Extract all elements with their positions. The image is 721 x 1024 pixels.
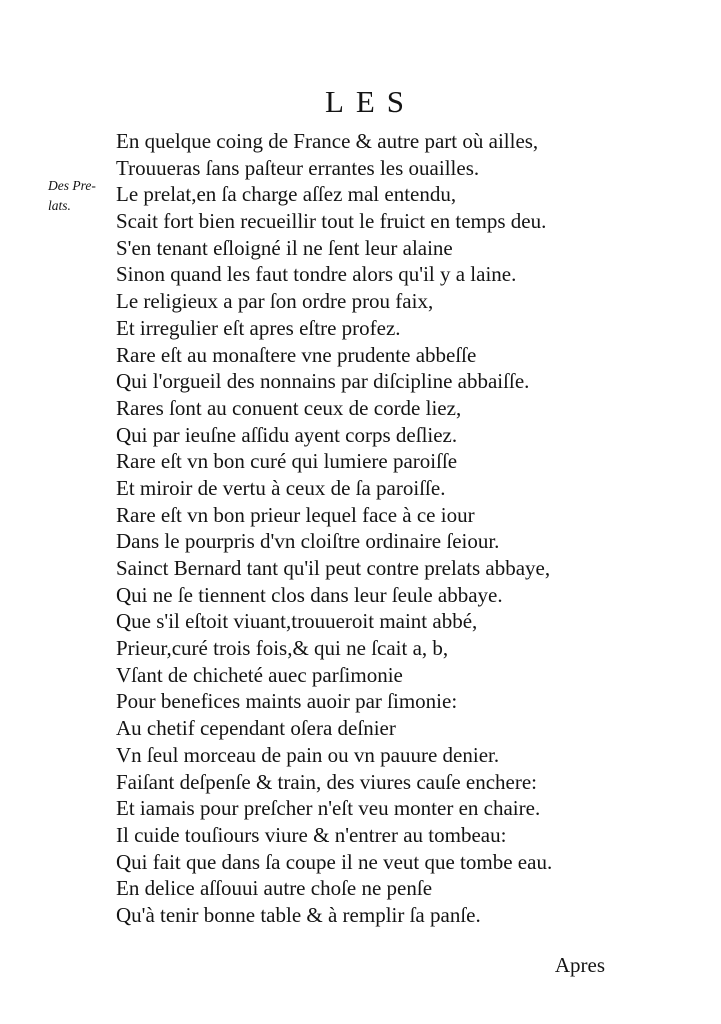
verse-line: Trouueras ſans paſteur errantes les ouailles. xyxy=(116,155,480,180)
marginal-note-line: Des Pre- xyxy=(48,178,96,193)
verse-line: En delice aſſouui autre choſe ne penſe xyxy=(116,876,433,901)
verse-line: Prieur,curé trois fois,& qui ne ſcait a, b, xyxy=(116,636,449,661)
verse-line: Pour benefices maints auoir par ſimonie: xyxy=(116,689,458,714)
running-head: LES xyxy=(324,84,417,119)
verse-line: Faiſant deſpenſe & train, des viures cauſe enchere: xyxy=(116,769,537,794)
verse-line: Qui ne ſe tiennent clos dans leur ſeule abbaye. xyxy=(116,582,503,607)
verse-line: En quelque coing de France & autre part où ailles, xyxy=(116,129,539,153)
verse-line: Qui fait que dans ſa coupe il ne veut que tombe eau. xyxy=(116,849,553,874)
verse-line: Vſant de chicheté auec parſimonie xyxy=(116,662,403,687)
marginal-note-line: lats. xyxy=(48,198,71,213)
verse-line: Rare eſt vn bon prieur lequel face à ce iour xyxy=(116,502,475,527)
verse-line: Sainct Bernard tant qu'il peut contre prelats abbaye, xyxy=(116,556,551,580)
verse-line: Scait fort bien recueillir tout le fruict en temps deu. xyxy=(116,209,547,234)
verse-line: S'en tenant eſloigné il ne ſent leur alaine xyxy=(116,235,453,260)
verse-line: Qu'à tenir bonne table & à remplir ſa panſe. xyxy=(116,902,481,927)
marginal-note xyxy=(48,176,118,216)
verse-line: Le religieux a par ſon ordre prou faix, xyxy=(116,289,434,314)
catchword: Apres xyxy=(554,953,605,977)
verse-line: Rares ſont au conuent ceux de corde liez, xyxy=(116,395,462,420)
verse-line: Qui par ieuſne aſſidu ayent corps deſliez. xyxy=(116,422,458,447)
verse-line: Et irregulier eſt apres eſtre profez. xyxy=(116,315,401,340)
verse-block xyxy=(116,128,616,929)
verse-line: Au chetif cependant oſera deſnier xyxy=(116,716,396,741)
verse-line: Le prelat,en ſa charge aſſez mal entendu, xyxy=(116,182,457,207)
verse-line: Vn ſeul morceau de pain ou vn pauure denier. xyxy=(116,742,500,767)
verse-line: Rare eſt au monaſtere vne prudente abbeſſe xyxy=(116,342,477,367)
verse-line: Qui l'orgueil des nonnains par diſcipline abbaiſſe. xyxy=(116,369,530,394)
verse-line: Rare eſt vn bon curé qui lumiere paroiſſe xyxy=(116,449,458,474)
verse-line: Et iamais pour preſcher n'eſt veu monter en chaire. xyxy=(116,796,541,821)
verse-line: Dans le pourpris d'vn cloiſtre ordinaire ſeiour. xyxy=(116,529,500,554)
verse-line: Et miroir de vertu à ceux de ſa paroiſſe. xyxy=(116,475,446,500)
verse-line: Que s'il eſtoit viuant,trouueroit maint abbé, xyxy=(116,609,478,634)
verse-line: Sinon quand les faut tondre alors qu'il y a laine. xyxy=(116,262,517,287)
verse-line: Il cuide touſiours viure & n'entrer au tombeau: xyxy=(116,822,507,847)
